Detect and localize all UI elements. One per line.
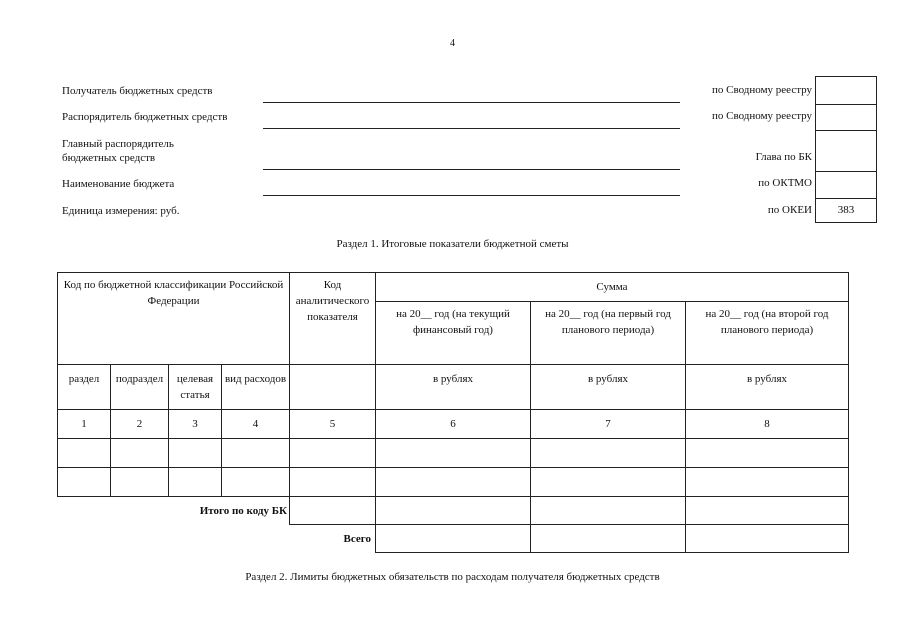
column-number: 3 (169, 410, 222, 439)
unit-label: Единица измерения: руб. (62, 205, 180, 217)
table-cell[interactable] (111, 468, 169, 497)
section2-title: Раздел 2. Лимиты бюджетных обязательств по расходам получателя бюджетных средств (245, 571, 660, 583)
unit-plan2: в рублях (686, 365, 849, 410)
table-cell[interactable] (290, 468, 376, 497)
column-number: 7 (531, 410, 686, 439)
analytic-code-header: Код аналитического показателя (290, 273, 376, 365)
budget-name-label: Наименование бюджета (62, 178, 175, 190)
table-cell[interactable] (290, 439, 376, 468)
grand-total-label: Всего (58, 525, 376, 553)
sum-header: Сумма (376, 273, 849, 302)
recipient-registry-label: по Сводному реестру (712, 84, 812, 96)
okei-code[interactable]: 383 (837, 204, 855, 216)
budget-name-line (263, 195, 680, 196)
chief-manager-line (263, 169, 680, 170)
oktmo-label: по ОКТМО (758, 177, 812, 189)
column-number: 1 (58, 410, 111, 439)
section-subheader: раздел (58, 365, 111, 410)
recipient-line (263, 102, 680, 103)
table-cell[interactable] (111, 439, 169, 468)
table-cell[interactable] (169, 468, 222, 497)
table-cell[interactable] (686, 439, 849, 468)
total-by-code-label: Итого по коду БК (58, 497, 290, 525)
okei-label: по ОКЕИ (767, 204, 812, 216)
manager-line (263, 128, 680, 129)
grand-total-current[interactable] (376, 525, 531, 553)
analytic-empty-subheader (290, 365, 376, 410)
table-row (58, 468, 849, 497)
table-cell[interactable] (222, 468, 290, 497)
table-cell[interactable] (58, 439, 111, 468)
target-item-subheader: целевая статья (169, 365, 222, 410)
table-cell[interactable] (376, 439, 531, 468)
table-cell[interactable] (531, 439, 686, 468)
total-by-code-plan2[interactable] (686, 497, 849, 525)
table-cell[interactable] (376, 468, 531, 497)
grand-total-plan2[interactable] (686, 525, 849, 553)
table-cell[interactable] (222, 439, 290, 468)
section1-title: Раздел 1. Итоговые показатели бюджетной сметы (336, 238, 569, 250)
page-number: 4 (450, 38, 455, 49)
year-current-header: на 20__ год (на текущий финансовый год) (376, 302, 531, 365)
total-by-code-row (58, 497, 849, 525)
codes-box (815, 76, 877, 223)
year-plan2-header: на 20__ год (на второй год планового периода) (686, 302, 849, 365)
expense-type-subheader: вид расходов (222, 365, 290, 410)
unit-current: в рублях (376, 365, 531, 410)
total-by-code-plan1[interactable] (531, 497, 686, 525)
chief-manager-label-line2: бюджетных средств (62, 152, 156, 164)
grand-total-row (58, 525, 849, 553)
year-plan1-header: на 20__ год (на первый год планового периода) (531, 302, 686, 365)
column-number: 6 (376, 410, 531, 439)
column-number: 8 (686, 410, 849, 439)
manager-registry-label: по Сводному реестру (712, 110, 812, 122)
table-cell[interactable] (58, 468, 111, 497)
unit-plan1: в рублях (531, 365, 686, 410)
table-cell[interactable] (169, 439, 222, 468)
manager-label: Распорядитель бюджетных средств (62, 111, 228, 123)
grand-total-plan1[interactable] (531, 525, 686, 553)
column-number: 4 (222, 410, 290, 439)
recipient-label: Получатель бюджетных средств (62, 85, 213, 97)
total-by-code-current[interactable] (376, 497, 531, 525)
table-row (58, 439, 849, 468)
chief-manager-label-line1: Главный распорядитель (62, 138, 174, 150)
column-number: 2 (111, 410, 169, 439)
table-cell[interactable] (531, 468, 686, 497)
bk-classification-header: Код по бюджетной классификации Российской Федерации (58, 273, 290, 365)
chapter-bk-label: Глава по БК (755, 151, 812, 163)
table-cell[interactable] (686, 468, 849, 497)
subsection-subheader: подраздел (111, 365, 169, 410)
column-number: 5 (290, 410, 376, 439)
total-by-code-analytic[interactable] (290, 497, 376, 525)
budget-estimate-table (57, 272, 849, 553)
